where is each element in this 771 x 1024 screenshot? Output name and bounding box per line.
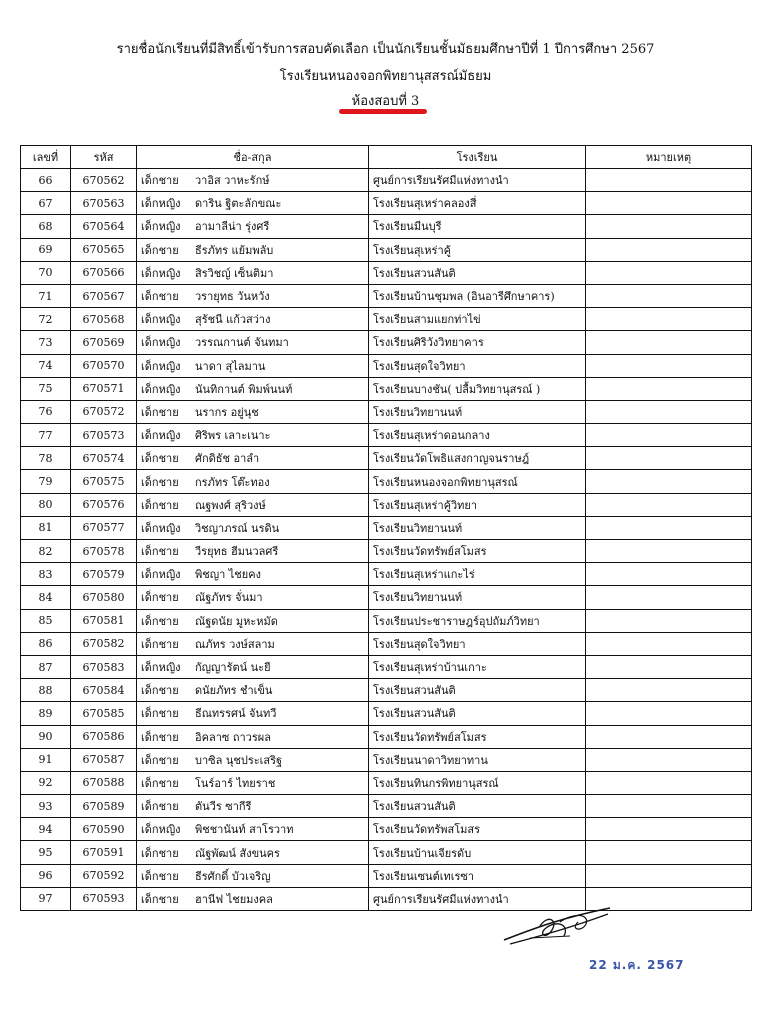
- school-name-cell: โรงเรียนวัดทรัพย์สโมสร: [369, 540, 586, 563]
- school-name-cell: โรงเรียนวิทยานนท์: [369, 586, 586, 609]
- row-number: 96: [21, 864, 71, 887]
- table-row: [21, 169, 752, 192]
- student-name-cell: [137, 887, 369, 910]
- table-row: [21, 771, 752, 794]
- student-name: ฮานีฟ ไชยมงคล: [195, 892, 273, 906]
- student-name: ณัฐภัทร จั่นมา: [195, 591, 263, 605]
- note-cell: [586, 447, 752, 470]
- school-name-cell: โรงเรียนวัดโพธิแสงกาญจนราษฎ์: [369, 447, 586, 470]
- school-name-cell: โรงเรียนสุเหร่าบ้านเกาะ: [369, 655, 586, 678]
- student-name-cell: [137, 702, 369, 725]
- table-row: [21, 725, 752, 748]
- student-id: 670585: [71, 702, 137, 725]
- student-name: กรภัทร โต๊ะทอง: [195, 475, 270, 489]
- table-row: [21, 470, 752, 493]
- student-id: 670574: [71, 447, 137, 470]
- name-prefix: เด็กชาย: [141, 545, 179, 559]
- school-name-cell: โรงเรียนนาดาวิทยาทาน: [369, 748, 586, 771]
- note-cell: [586, 400, 752, 423]
- row-number: 78: [21, 447, 71, 470]
- row-number: 79: [21, 470, 71, 493]
- row-number: 88: [21, 679, 71, 702]
- name-prefix: เด็กชาย: [141, 707, 179, 721]
- name-prefix: เด็กหญิง: [141, 823, 181, 837]
- student-name-cell: [137, 563, 369, 586]
- school-name-cell: โรงเรียนมีนบุรี: [369, 215, 586, 238]
- school-name-cell: โรงเรียนสวนสันติ: [369, 795, 586, 818]
- note-cell: [586, 679, 752, 702]
- student-name: อิคลาซ ถาวรผล: [195, 730, 271, 744]
- student-name: ณัฐดนัย มูหะหมัด: [195, 614, 278, 628]
- table-row: [21, 238, 752, 261]
- student-id: 670581: [71, 609, 137, 632]
- student-name-cell: [137, 424, 369, 447]
- student-name-cell: [137, 308, 369, 331]
- school-name-cell: โรงเรียนสุเหร่าดอนกลาง: [369, 424, 586, 447]
- student-name-cell: [137, 215, 369, 238]
- student-name: ณฐพงศ์ สุริวงษ์: [195, 498, 266, 512]
- student-name-cell: [137, 516, 369, 539]
- student-name: พิชญา ไชยคง: [195, 568, 261, 582]
- note-cell: [586, 841, 752, 864]
- student-name-cell: [137, 447, 369, 470]
- student-name: วรายุทธ วันหวัง: [195, 290, 270, 304]
- note-cell: [586, 516, 752, 539]
- student-id: 670592: [71, 864, 137, 887]
- table-row: [21, 864, 752, 887]
- student-id: 670562: [71, 169, 137, 192]
- table-row: [21, 447, 752, 470]
- student-name: นรากร อยู่นุช: [195, 405, 259, 419]
- student-roster-table: [20, 145, 752, 911]
- name-prefix: เด็กหญิง: [141, 266, 181, 280]
- row-number: 71: [21, 284, 71, 307]
- row-number: 76: [21, 400, 71, 423]
- student-name-cell: [137, 586, 369, 609]
- student-id: 670570: [71, 354, 137, 377]
- student-name-cell: [137, 679, 369, 702]
- school-name-cell: โรงเรียนสุเหร่าคู้: [369, 238, 586, 261]
- student-id: 670568: [71, 308, 137, 331]
- name-prefix: เด็กหญิง: [141, 336, 181, 350]
- school-name-cell: โรงเรียนศิริวังวิทยาคาร: [369, 331, 586, 354]
- student-id: 670571: [71, 377, 137, 400]
- name-prefix: เด็กชาย: [141, 174, 179, 188]
- student-name: วรรณกานต์ จันทมา: [195, 336, 289, 350]
- student-name-cell: [137, 470, 369, 493]
- student-id: 670563: [71, 192, 137, 215]
- row-number: 90: [21, 725, 71, 748]
- note-cell: [586, 377, 752, 400]
- student-id: 670578: [71, 540, 137, 563]
- name-prefix: เด็กหญิง: [141, 382, 181, 396]
- name-prefix: เด็กหญิง: [141, 661, 181, 675]
- student-name-cell: [137, 632, 369, 655]
- row-number: 91: [21, 748, 71, 771]
- student-id: 670580: [71, 586, 137, 609]
- table-row: [21, 308, 752, 331]
- note-cell: [586, 470, 752, 493]
- row-number: 84: [21, 586, 71, 609]
- school-name-cell: โรงเรียนสุเหร่าคู้วิทยา: [369, 493, 586, 516]
- table-row: [21, 818, 752, 841]
- note-cell: [586, 308, 752, 331]
- student-name: วาอิส วาหะรักษ์: [195, 174, 270, 188]
- student-id: 670573: [71, 424, 137, 447]
- student-id: 670586: [71, 725, 137, 748]
- name-prefix: เด็กชาย: [141, 452, 179, 466]
- row-number: 67: [21, 192, 71, 215]
- document-title: รายชื่อนักเรียนที่มีสิทธิ์เข้ารับการสอบคัดเลือก เป็นนักเรียนชั้นมัธยมศึกษาปีที่ 1 ปีการศึกษา 2567: [116, 42, 655, 57]
- table-row: [21, 261, 752, 284]
- table-header-row: [21, 146, 752, 169]
- student-name: ศิริพร เลาะเนาะ: [195, 429, 271, 443]
- student-name-cell: [137, 284, 369, 307]
- student-id: 670584: [71, 679, 137, 702]
- school-name-cell: โรงเรียนสุดใจวิทยา: [369, 632, 586, 655]
- student-name-cell: [137, 400, 369, 423]
- name-prefix: เด็กชาย: [141, 475, 179, 489]
- name-prefix: เด็กหญิง: [141, 313, 181, 327]
- name-prefix: เด็กชาย: [141, 800, 179, 814]
- student-name: บาซิล นุชประเสริฐ: [195, 753, 283, 767]
- table-row: [21, 748, 752, 771]
- note-cell: [586, 632, 752, 655]
- student-name-cell: [137, 864, 369, 887]
- col-header-id: รหัส: [71, 146, 137, 169]
- col-header-name: ชื่อ-สกุล: [137, 146, 369, 169]
- school-name-cell: โรงเรียนบ้านชุมพล (อินอารีศึกษาคาร): [369, 284, 586, 307]
- school-name-cell: โรงเรียนบางชัน( ปลื้มวิทยานุสรณ์ ): [369, 377, 586, 400]
- student-name-cell: [137, 331, 369, 354]
- row-number: 68: [21, 215, 71, 238]
- school-name-cell: โรงเรียนสวนสันติ: [369, 679, 586, 702]
- row-number: 80: [21, 493, 71, 516]
- row-number: 83: [21, 563, 71, 586]
- student-id: 670593: [71, 887, 137, 910]
- school-name-cell: โรงเรียนเซนต์เทเรซา: [369, 864, 586, 887]
- table-row: [21, 331, 752, 354]
- student-name-cell: [137, 795, 369, 818]
- student-name: วิชญาภรณ์ นรดิน: [195, 521, 280, 535]
- school-name-cell: โรงเรียนประชาราษฎร์อุปถัมภ์วิทยา: [369, 609, 586, 632]
- name-prefix: เด็กหญิง: [141, 220, 181, 234]
- name-prefix: เด็กชาย: [141, 243, 179, 257]
- student-name-cell: [137, 493, 369, 516]
- student-name-cell: [137, 655, 369, 678]
- student-id: 670583: [71, 655, 137, 678]
- name-prefix: เด็กชาย: [141, 776, 179, 790]
- name-prefix: เด็กหญิง: [141, 197, 181, 211]
- student-name: ดนัยภัทร ชำเข็น: [195, 684, 273, 698]
- note-cell: [586, 354, 752, 377]
- note-cell: [586, 424, 752, 447]
- student-name-cell: [137, 609, 369, 632]
- school-name-cell: โรงเรียนสวนสันติ: [369, 702, 586, 725]
- student-name-cell: [137, 748, 369, 771]
- student-name-cell: [137, 261, 369, 284]
- table-row: [21, 632, 752, 655]
- name-prefix: เด็กหญิง: [141, 568, 181, 582]
- table-row: [21, 702, 752, 725]
- student-name-cell: [137, 841, 369, 864]
- student-id: 670576: [71, 493, 137, 516]
- school-name: โรงเรียนหนองจอกพิทยานุสสรณ์มัธยม: [279, 69, 492, 84]
- exam-room-label: ห้องสอบที่ 3: [351, 94, 420, 109]
- row-number: 66: [21, 169, 71, 192]
- row-number: 70: [21, 261, 71, 284]
- name-prefix: เด็กชาย: [141, 846, 179, 860]
- note-cell: [586, 192, 752, 215]
- student-id: 670591: [71, 841, 137, 864]
- student-id: 670565: [71, 238, 137, 261]
- table-row: [21, 354, 752, 377]
- name-prefix: เด็กชาย: [141, 684, 179, 698]
- table-row: [21, 284, 752, 307]
- col-header-no: เลขที่: [21, 146, 71, 169]
- note-cell: [586, 725, 752, 748]
- table-row: [21, 563, 752, 586]
- table-row: [21, 540, 752, 563]
- col-header-note: หมายเหตุ: [586, 146, 752, 169]
- row-number: 93: [21, 795, 71, 818]
- row-number: 92: [21, 771, 71, 794]
- row-number: 89: [21, 702, 71, 725]
- school-name-cell: โรงเรียนทินกรพิทยานุสรณ์: [369, 771, 586, 794]
- student-id: 670587: [71, 748, 137, 771]
- school-name-cell: โรงเรียนวัดทรัพย์สโมสร: [369, 725, 586, 748]
- student-name-cell: [137, 192, 369, 215]
- school-name-cell: ศูนย์การเรียนรัศมีแห่งทางนำ: [369, 169, 586, 192]
- name-prefix: เด็กชาย: [141, 498, 179, 512]
- student-name: ณัฐพัฒน์ สังขนคร: [195, 846, 280, 860]
- student-id: 670590: [71, 818, 137, 841]
- note-cell: [586, 655, 752, 678]
- student-name: สิรวิชญ์ เซ็นติมา: [195, 266, 274, 280]
- student-name: ธีรศักดิ์ บัวเจริญ: [195, 869, 271, 883]
- table-row: [21, 215, 752, 238]
- name-prefix: เด็กชาย: [141, 637, 179, 651]
- row-number: 74: [21, 354, 71, 377]
- table-row: [21, 887, 752, 910]
- student-id: 670572: [71, 400, 137, 423]
- table-row: [21, 655, 752, 678]
- note-cell: [586, 586, 752, 609]
- student-id: 670569: [71, 331, 137, 354]
- name-prefix: เด็กหญิง: [141, 429, 181, 443]
- red-underline-mark: [339, 109, 427, 114]
- table-body: [21, 169, 752, 911]
- table-row: [21, 424, 752, 447]
- name-prefix: เด็กชาย: [141, 591, 179, 605]
- student-name: ธีณทรรศน์ จันทวี: [195, 707, 277, 721]
- row-number: 81: [21, 516, 71, 539]
- table-row: [21, 841, 752, 864]
- note-cell: [586, 748, 752, 771]
- student-name: ธีรภัทร แย้มพลับ: [195, 243, 274, 257]
- student-name: ณภัทร วงษ์สลาม: [195, 637, 275, 651]
- name-prefix: เด็กชาย: [141, 290, 179, 304]
- note-cell: [586, 864, 752, 887]
- student-name: ดาริน ฐิตะลักขณะ: [195, 197, 282, 211]
- table-row: [21, 493, 752, 516]
- student-id: 670579: [71, 563, 137, 586]
- row-number: 75: [21, 377, 71, 400]
- note-cell: [586, 215, 752, 238]
- student-name-cell: [137, 540, 369, 563]
- school-name-cell: โรงเรียนวัดทรัพสโมสร: [369, 818, 586, 841]
- row-number: 94: [21, 818, 71, 841]
- row-number: 73: [21, 331, 71, 354]
- school-name-cell: โรงเรียนบ้านเจียรดับ: [369, 841, 586, 864]
- student-name: ศักดิธัช อาลำ: [195, 452, 260, 466]
- name-prefix: เด็กหญิง: [141, 521, 181, 535]
- row-number: 87: [21, 655, 71, 678]
- row-number: 86: [21, 632, 71, 655]
- student-name: นันทิกานต์ พิมพ์นนท์: [195, 382, 293, 396]
- note-cell: [586, 771, 752, 794]
- name-prefix: เด็กชาย: [141, 869, 179, 883]
- student-name-cell: [137, 377, 369, 400]
- note-cell: [586, 702, 752, 725]
- student-id: 670577: [71, 516, 137, 539]
- note-cell: [586, 818, 752, 841]
- table-row: [21, 795, 752, 818]
- student-name: อามาลีน่า รุ่งศรี: [195, 220, 270, 234]
- student-name: นาดา สุไลมาน: [195, 359, 266, 373]
- student-name: ตันวีร ซากีรี: [195, 800, 252, 814]
- school-name-cell: โรงเรียนวิทยานนท์: [369, 516, 586, 539]
- student-id: 670582: [71, 632, 137, 655]
- student-name-cell: [137, 354, 369, 377]
- school-name-cell: โรงเรียนสามแยกท่าไข่: [369, 308, 586, 331]
- table-row: [21, 586, 752, 609]
- student-name: กัญญารัตน์ นะยี: [195, 661, 271, 675]
- date-stamp: 22 ม.ค. 2567: [589, 958, 685, 972]
- school-name-cell: โรงเรียนสุเหร่าแกะไร่: [369, 563, 586, 586]
- table-row: [21, 609, 752, 632]
- note-cell: [586, 493, 752, 516]
- note-cell: [586, 795, 752, 818]
- note-cell: [586, 169, 752, 192]
- student-name-cell: [137, 818, 369, 841]
- col-header-school: โรงเรียน: [369, 146, 586, 169]
- row-number: 85: [21, 609, 71, 632]
- student-name-cell: [137, 238, 369, 261]
- note-cell: [586, 238, 752, 261]
- row-number: 72: [21, 308, 71, 331]
- row-number: 95: [21, 841, 71, 864]
- student-id: 670564: [71, 215, 137, 238]
- name-prefix: เด็กชาย: [141, 892, 179, 906]
- table-row: [21, 400, 752, 423]
- table-row: [21, 679, 752, 702]
- school-name-cell: โรงเรียนสุเหร่าคลองสี่: [369, 192, 586, 215]
- student-name: โนร์อาร์ ไทยราช: [195, 776, 276, 790]
- school-name-cell: ศูนย์การเรียนรัศมีแห่งทางนำ: [369, 887, 586, 910]
- note-cell: [586, 261, 752, 284]
- row-number: 97: [21, 887, 71, 910]
- school-name-cell: โรงเรียนวิทยานนท์: [369, 400, 586, 423]
- school-name-cell: โรงเรียนสวนสันติ: [369, 261, 586, 284]
- school-name-cell: โรงเรียนสุดใจวิทยา: [369, 354, 586, 377]
- student-name-cell: [137, 725, 369, 748]
- student-name: สุรัชนี แก้วสว่าง: [195, 313, 271, 327]
- student-name-cell: [137, 169, 369, 192]
- student-id: 670588: [71, 771, 137, 794]
- table-row: [21, 192, 752, 215]
- name-prefix: เด็กหญิง: [141, 359, 181, 373]
- table-row: [21, 516, 752, 539]
- name-prefix: เด็กชาย: [141, 753, 179, 767]
- school-name-cell: โรงเรียนหนองจอกพิทยานุสรณ์: [369, 470, 586, 493]
- row-number: 77: [21, 424, 71, 447]
- student-name-cell: [137, 771, 369, 794]
- table-row: [21, 377, 752, 400]
- student-id: 670589: [71, 795, 137, 818]
- student-id: 670567: [71, 284, 137, 307]
- handwritten-signature: [500, 900, 615, 950]
- row-number: 82: [21, 540, 71, 563]
- note-cell: [586, 540, 752, 563]
- student-id: 670575: [71, 470, 137, 493]
- row-number: 69: [21, 238, 71, 261]
- student-name: พิชชานันท์ สาโรวาท: [195, 823, 294, 837]
- student-name: วีรยุทธ ฮีมนวลศรี: [195, 545, 279, 559]
- student-id: 670566: [71, 261, 137, 284]
- note-cell: [586, 609, 752, 632]
- name-prefix: เด็กชาย: [141, 405, 179, 419]
- name-prefix: เด็กชาย: [141, 730, 179, 744]
- note-cell: [586, 563, 752, 586]
- name-prefix: เด็กชาย: [141, 614, 179, 628]
- note-cell: [586, 284, 752, 307]
- note-cell: [586, 331, 752, 354]
